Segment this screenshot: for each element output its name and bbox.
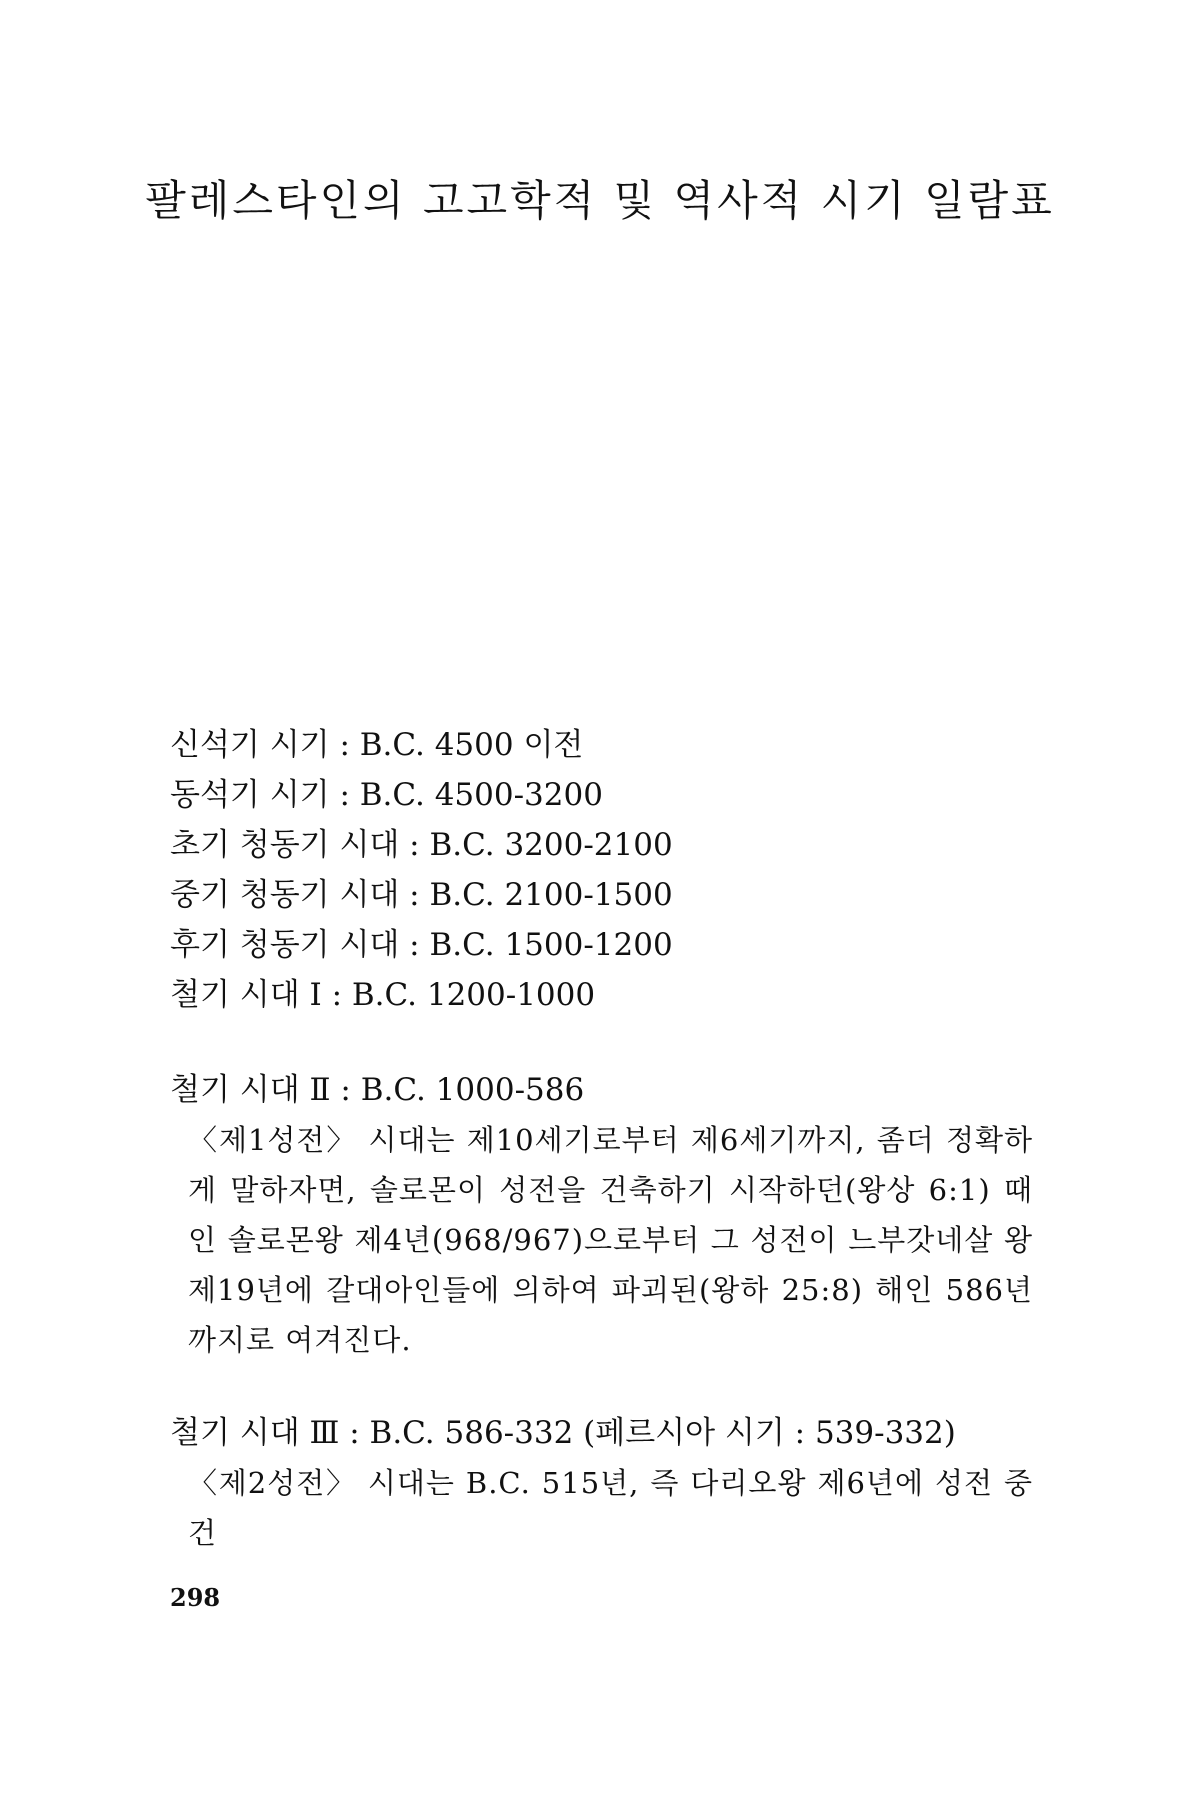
period-chalcolithic: 동석기 시기 : B.C. 4500-3200 (170, 777, 603, 813)
period-middle-bronze: 중기 청동기 시대 : B.C. 2100-1500 (170, 877, 673, 913)
period-neolithic: 신석기 시기 : B.C. 4500 이전 (170, 727, 584, 763)
page-title: 팔레스타인의 고고학적 및 역사적 시기 일람표 (145, 176, 1055, 225)
period-late-bronze: 후기 청동기 시대 : B.C. 1500-1200 (170, 927, 673, 963)
section-heading: 철기 시대 Ⅱ : B.C. 1000-586 (170, 1072, 585, 1108)
period-iron-1: 철기 시대 Ⅰ : B.C. 1200-1000 (170, 977, 596, 1013)
section-iron-age-2 (170, 1065, 1040, 1365)
section-body: 〈제1성전〉 시대는 제10세기로부터 제6세기까지, 좀더 정확하게 말하자면, 솔로몬이 성전을 건축하기 시작하던(왕상 6:1) 때인 솔로몬왕 제4년(968/967)으로부터 그 성전이 느부갓네살 왕 제19년에 갈대아인들에 의하여 파괴된(왕하 25:8) 해인 586년까지로 여겨진다. (188, 1123, 1033, 1357)
page-number: 298 (170, 1583, 221, 1612)
section-heading: 철기 시대 Ⅲ : B.C. 586-332 (페르시아 시기 : 539-332) (170, 1415, 956, 1451)
period-early-bronze: 초기 청동기 시대 : B.C. 3200-2100 (170, 827, 673, 863)
section-body: 〈제2성전〉 시대는 B.C. 515년, 즉 다리오왕 제6년에 성전 중건 (188, 1466, 1033, 1550)
period-list (170, 720, 673, 1020)
section-iron-age-3 (170, 1408, 1040, 1558)
